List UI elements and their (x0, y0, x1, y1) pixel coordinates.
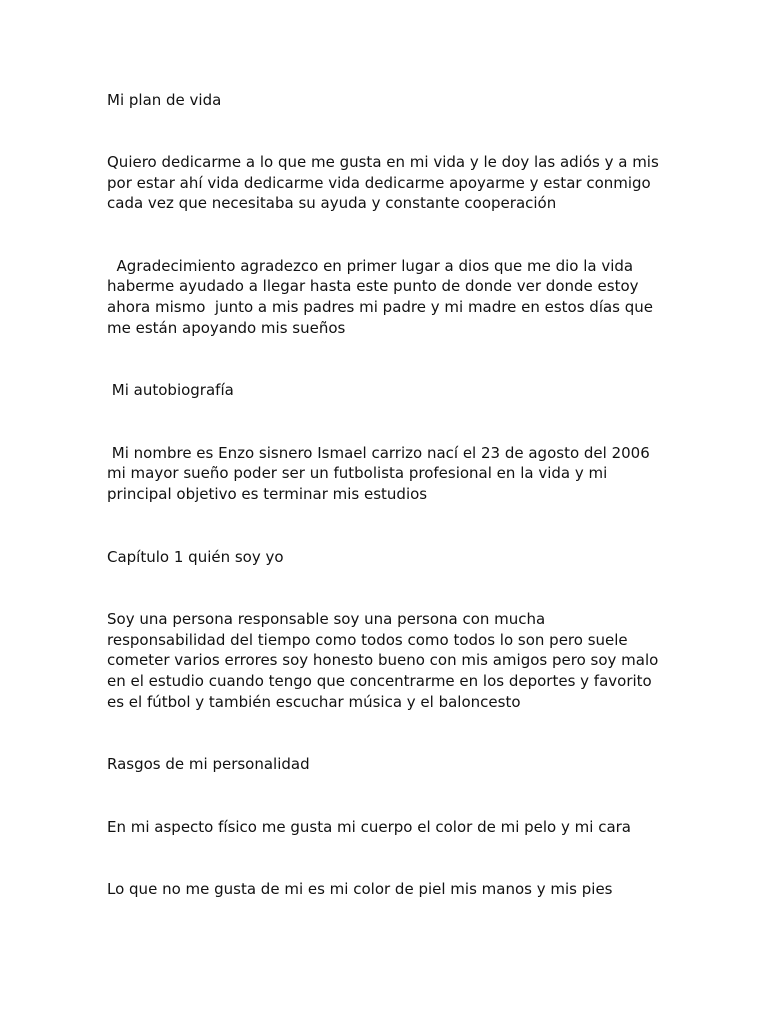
paragraph-autobiography: Mi nombre es Enzo sisnero Ismael carrizo nací el 23 de agosto del 2006 mi mayor sueño poder ser un futbolista profesional en la vida y mi principal objetivo es terminar mis estudios (107, 443, 655, 504)
paragraph-spacer (107, 111, 667, 152)
paragraph-spacer (107, 567, 667, 609)
paragraph-who-am-i: Soy una persona responsable soy una persona con mucha responsabilidad del tiempo como todos como todos lo son pero suele cometer varios errores soy honesto bueno con mis amigos pero soy malo en el estudio cuando tengo que concentrarme en los deportes y favorito es el fútbol y también escuchar música y el baloncesto (107, 609, 664, 712)
paragraph-likes: En mi aspecto físico me gusta mi cuerpo el color de mi pelo y mi cara (107, 817, 631, 836)
paragraph-spacer (107, 775, 667, 817)
paragraph-dislikes: Lo que no me gusta de mi es mi color de piel mis manos y mis pies (107, 879, 613, 898)
paragraph-dedication: Quiero dedicarme a lo que me gusta en mi vida y le doy las adiós y a mis por estar ahí vida dedicarme vida dedicarme apoyarme y estar conmigo cada vez que necesitaba su ayuda y constante cooperación (107, 152, 664, 213)
paragraph-spacer (107, 505, 667, 547)
paragraph-spacer (107, 713, 667, 755)
document-body (107, 90, 667, 900)
paragraph-spacer (107, 401, 667, 443)
paragraph-acknowledgement: Agradecimiento agradezco en primer lugar a dios que me dio la vida haberme ayudado a llegar hasta este punto de donde ver donde estoy ahora mismo junto a mis padres mi padre y mi madre en estos días que me están apoyando mis sueños (107, 256, 658, 338)
paragraph-spacer (107, 214, 667, 256)
paragraph-spacer (107, 339, 667, 381)
document-title: Mi plan de vida (107, 91, 222, 109)
section-heading-personality: Rasgos de mi personalidad (107, 755, 310, 774)
section-heading-autobiography: Mi autobiografía (107, 381, 234, 400)
paragraph-spacer (107, 837, 667, 879)
section-heading-chapter-1: Capítulo 1 quién soy yo (107, 547, 284, 566)
